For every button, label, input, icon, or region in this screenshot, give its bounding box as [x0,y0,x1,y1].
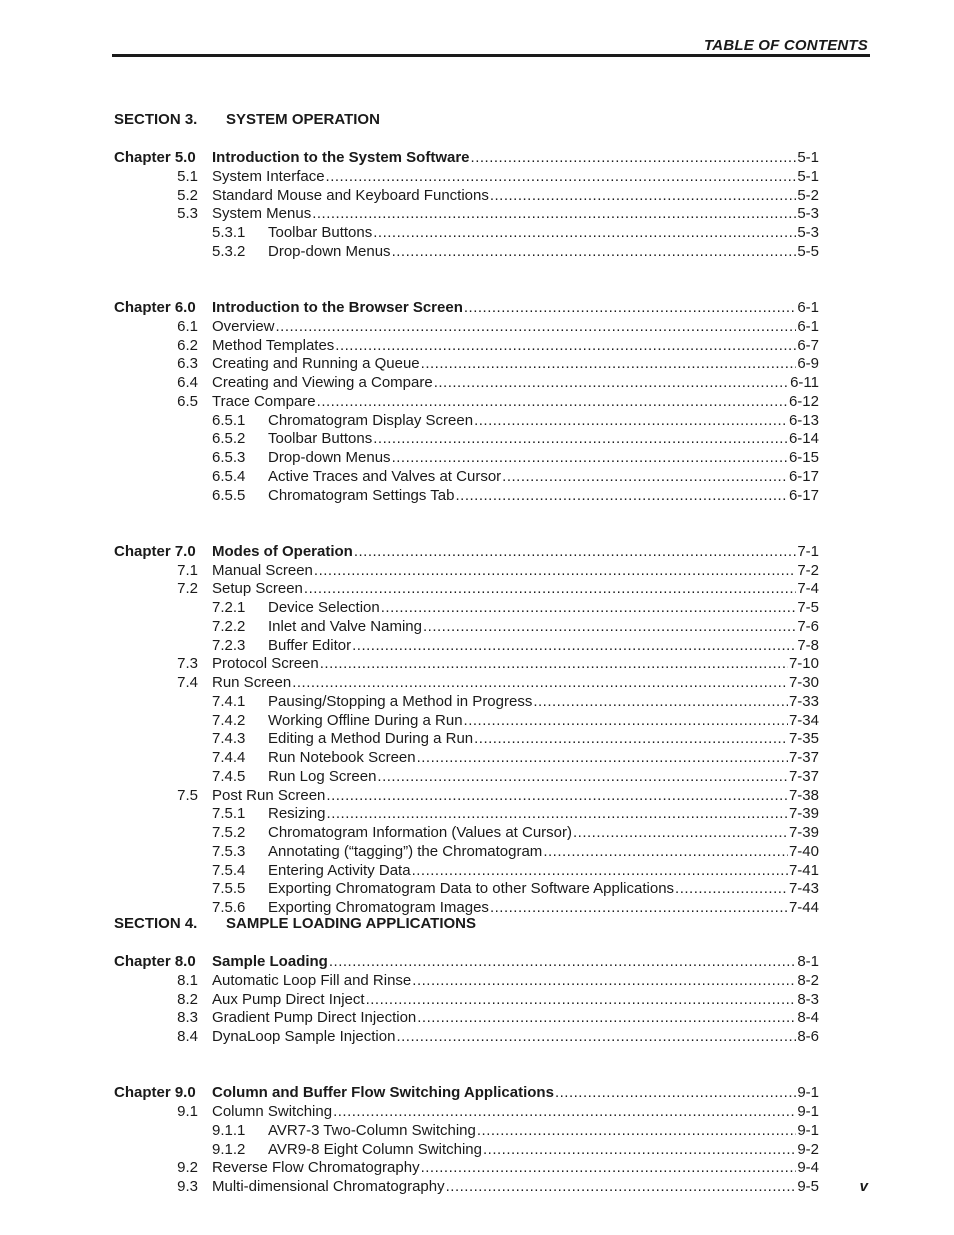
dot-leader [326,786,788,805]
toc-row-entry[interactable] [212,654,819,673]
toc-row-title: Setup Screen [212,580,303,598]
toc-row-title: Creating and Running a Queue [212,355,420,373]
toc-subrow-page: 6-15 [788,449,819,466]
toc-subrow[interactable] [0,242,954,261]
toc-row[interactable] [0,167,954,186]
toc-subrow[interactable] [0,861,954,880]
toc-subrow-number: 5.3.2 [212,242,246,260]
toc-row[interactable] [0,317,954,336]
toc-row-title: Multi-dimensional Chromatography [212,1178,445,1195]
dot-leader [412,861,788,880]
dot-leader [276,317,797,336]
chapter-row-page: 7-1 [797,542,819,560]
toc-row-page: 8-3 [797,990,819,1008]
chapter-row[interactable] [0,952,954,971]
dot-leader [304,579,796,598]
toc-subrow-title: Drop-down Menus [268,449,391,466]
toc-subrow-title: Toolbar Buttons [268,430,373,448]
toc-row-number: 7.1 [177,561,198,579]
toc-subrow-entry[interactable] [268,448,819,467]
dot-leader [533,692,788,711]
toc-subrow-page: 7-37 [788,749,819,766]
toc-row-page: 5-1 [797,167,819,185]
toc-subrow-number: 6.5.4 [212,467,246,485]
toc-subrow-number: 7.5.1 [212,805,246,823]
toc-row[interactable] [0,971,954,990]
dot-leader [373,429,788,448]
toc-row-page: 9-5 [797,1178,819,1195]
toc-row-number: 9.1 [177,1103,198,1120]
toc-subrow-title: Chromatogram Information (Values at Cursor) [268,824,572,841]
toc-row-page: 8-6 [797,1028,819,1045]
toc-subrow-number: 6.5.5 [212,486,246,504]
toc-row-entry[interactable] [212,354,819,373]
dot-leader [312,204,796,223]
toc-subrow-entry[interactable] [268,842,819,861]
toc-subrow-title: Toolbar Buttons [268,224,373,241]
toc-row-entry[interactable] [212,1102,819,1121]
dot-leader [327,804,788,823]
toc-subrow-title: Run Notebook Screen [268,749,416,766]
toc-subrow-page: 6-14 [788,430,819,448]
toc-row[interactable] [0,204,954,223]
chapter-row[interactable] [0,298,954,317]
toc-row-title: Gradient Pump Direct Injection [212,1009,417,1027]
chapter-row-entry[interactable] [212,952,819,971]
toc-subrow-title: Working Offline During a Run [268,711,463,729]
dot-leader [392,242,797,261]
dot-leader [421,354,797,373]
toc-row-entry[interactable] [212,204,819,223]
toc-subrow-title: Chromatogram Settings Tab [268,486,455,504]
toc-row-page: 9-4 [797,1159,819,1177]
dot-leader [417,748,788,767]
toc-subrow[interactable] [0,1140,954,1159]
toc-subrow-title: Chromatogram Display Screen [268,411,474,429]
dot-leader [377,767,788,786]
toc-subrow-number: 7.4.1 [212,692,246,710]
toc-row-number: 6.1 [177,317,198,335]
toc-row-title: System Interface [212,167,325,185]
toc-subrow-title: AVR7-3 Two-Column Switching [268,1121,476,1139]
chapter-row-page: 9-1 [797,1084,819,1102]
toc-subrow[interactable] [0,767,954,786]
toc-subrow-title: Annotating (“tagging”) the Chromatogram [268,842,543,860]
toc-row-title: Protocol Screen [212,655,319,673]
toc-row[interactable] [0,561,954,580]
toc-row[interactable] [0,1177,954,1196]
chapter-row[interactable] [0,542,954,561]
toc-row[interactable] [0,186,954,205]
toc-subrow-title: Editing a Method During a Run [268,730,474,748]
toc-row-number: 7.5 [177,786,198,804]
toc-subrow[interactable] [0,636,954,655]
toc-row-entry[interactable] [212,336,819,355]
toc-subrow-entry[interactable] [268,767,819,786]
chapter-row-entry[interactable] [212,542,819,561]
toc-row-page: 6-11 [790,374,819,391]
dot-leader [366,990,797,1009]
toc-row[interactable] [0,392,954,411]
toc-subrow[interactable] [0,748,954,767]
toc-subrow[interactable] [0,598,954,617]
toc-row-entry[interactable] [212,990,819,1009]
toc-row-entry[interactable] [212,1027,819,1046]
toc-row-page: 5-2 [797,186,819,204]
toc-subrow-page: 7-33 [788,692,819,710]
toc-subrow-title: Active Traces and Valves at Cursor [268,467,502,485]
toc-subrow[interactable] [0,448,954,467]
section-label: SECTION 3. [114,111,198,128]
dot-leader [417,1008,796,1027]
toc-row-number: 5.1 [177,167,198,185]
chapter-row-page: 8-1 [797,953,819,970]
toc-subrow-entry[interactable] [268,242,819,261]
dot-leader [373,223,796,242]
toc-subrow-number: 7.4.5 [212,767,246,785]
toc-subrow-page: 7-40 [788,842,819,860]
dot-leader [675,879,788,898]
section-title: SAMPLE LOADING APPLICATIONS [226,915,477,932]
dot-leader [502,467,788,486]
toc-subrow[interactable] [0,879,954,898]
toc-row[interactable] [0,373,954,392]
toc-subrow-title: Exporting Chromatogram Images [268,899,489,916]
toc-row[interactable] [0,786,954,805]
toc-subrow-number: 5.3.1 [212,224,246,241]
toc-subrow-entry[interactable] [268,879,819,898]
toc-row-page: 6-7 [797,336,819,354]
toc-row-title: Method Templates [212,336,335,354]
toc-subrow-number: 9.1.2 [212,1140,246,1158]
dot-leader [455,486,787,505]
chapter-row-title: Modes of Operation [212,542,353,560]
chapter-row-number: Chapter 6.0 [114,299,196,316]
toc-subrow-number: 6.5.3 [212,449,246,466]
toc-row-page: 6-9 [797,355,819,373]
toc-row-number: 7.3 [177,655,198,673]
dot-leader [392,448,788,467]
toc-row-title: Reverse Flow Chromatography [212,1159,420,1177]
dot-leader [317,392,788,411]
toc-row-title: Column Switching [212,1103,333,1120]
toc-subrow[interactable] [0,842,954,861]
chapter-row-title: Introduction to the Browser Screen [212,299,463,316]
section-heading [114,915,477,932]
toc-row-number: 8.1 [177,971,198,989]
chapter-row-number: Chapter 5.0 [114,149,196,166]
toc-subrow-number: 7.5.5 [212,880,246,898]
toc-subrow-entry[interactable] [268,711,819,730]
toc-subrow-entry[interactable] [268,1121,819,1140]
chapter-row-page: 6-1 [797,299,819,316]
dot-leader [471,148,797,167]
dot-leader [320,654,788,673]
toc-subrow-page: 7-5 [797,599,819,616]
toc-row-title: Automatic Loop Fill and Rinse [212,971,412,989]
toc-row[interactable] [0,1027,954,1046]
toc-row[interactable] [0,1158,954,1177]
toc-row[interactable] [0,990,954,1009]
chapter-row-entry[interactable] [212,1083,819,1102]
toc-subrow-entry[interactable] [268,223,819,242]
dot-leader [354,542,796,561]
dot-leader [474,411,788,430]
toc-row-page: 7-38 [788,786,819,804]
toc-row-number: 5.2 [177,186,198,204]
toc-subrow-page: 6-17 [788,486,819,504]
toc-row-title: System Menus [212,205,312,223]
chapter-row-number: Chapter 8.0 [114,953,196,970]
toc-row-title: Overview [212,317,275,335]
toc-subrow-entry[interactable] [268,617,819,636]
toc-row-entry[interactable] [212,1177,819,1196]
dot-leader [329,952,796,971]
toc-subrow[interactable] [0,467,954,486]
dot-leader [474,729,788,748]
toc-subrow[interactable] [0,729,954,748]
toc-subrow-entry[interactable] [268,467,819,486]
toc-subrow-number: 7.4.4 [212,749,246,766]
toc-row-entry[interactable] [212,1008,819,1027]
dot-leader [543,842,788,861]
chapter-row-title: Sample Loading [212,953,328,970]
toc-row[interactable] [0,1102,954,1121]
toc-row-title: Creating and Viewing a Compare [212,374,433,391]
toc-subrow-entry[interactable] [268,636,819,655]
toc-row-number: 6.5 [177,392,198,410]
dot-leader [446,1177,797,1196]
toc-row-page: 7-10 [788,655,819,673]
toc-row-number: 8.3 [177,1009,198,1027]
chapter-row-page: 5-1 [797,149,819,166]
toc-subrow[interactable] [0,804,954,823]
dot-leader [412,971,796,990]
toc-row-entry[interactable] [212,186,819,205]
chapter-row-title: Column and Buffer Flow Switching Applications [212,1084,554,1102]
toc-subrow[interactable] [0,429,954,448]
toc-subrow-page: 7-6 [797,617,819,635]
toc-row[interactable] [0,654,954,673]
toc-row[interactable] [0,1008,954,1027]
toc-row[interactable] [0,354,954,373]
toc-row-title: Manual Screen [212,561,313,579]
toc-subrow-page: 7-39 [788,824,819,841]
toc-subrow-title: Buffer Editor [268,636,352,654]
toc-subrow-title: Entering Activity Data [268,861,411,879]
toc-subrow-number: 7.5.2 [212,824,246,841]
toc-row-number: 8.2 [177,990,198,1008]
toc-row[interactable] [0,579,954,598]
toc-row-entry[interactable] [212,167,819,186]
toc-subrow[interactable] [0,711,954,730]
toc-row-title: DynaLoop Sample Injection [212,1028,396,1045]
dot-leader [292,673,788,692]
toc-row-entry[interactable] [212,1158,819,1177]
toc-row-entry[interactable] [212,561,819,580]
dot-leader [464,298,796,317]
toc-subrow-page: 7-44 [788,899,819,916]
toc-row-title: Post Run Screen [212,786,326,804]
toc-row-page: 7-2 [797,561,819,579]
toc-subrow-page: 5-3 [797,224,819,241]
toc-row-title: Trace Compare [212,392,316,410]
toc-subrow-number: 7.5.6 [212,899,246,916]
toc-row-page: 8-2 [797,971,819,989]
dot-leader [423,617,796,636]
toc-subrow-page: 7-41 [788,861,819,879]
dot-leader [381,598,797,617]
toc-subrow-page: 7-39 [788,805,819,823]
toc-subrow-title: Device Selection [268,599,380,616]
toc-subrow-entry[interactable] [268,411,819,430]
toc-subrow-entry[interactable] [268,729,819,748]
toc-subrow-number: 7.4.3 [212,730,246,748]
toc-subrow-page: 7-37 [788,767,819,785]
dot-leader [314,561,796,580]
toc-subrow-page: 5-5 [797,242,819,260]
dot-leader [490,898,788,917]
toc-row-number: 7.2 [177,580,198,598]
toc-row-number: 9.3 [177,1178,198,1195]
toc-row-page: 6-12 [788,392,819,410]
toc-subrow-entry[interactable] [268,692,819,711]
toc-row-page: 9-1 [797,1103,819,1120]
dot-leader [352,636,796,655]
chapter-row-number: Chapter 7.0 [114,542,196,560]
toc-subrow-page: 7-43 [788,880,819,898]
toc-subrow-title: AVR9-8 Eight Column Switching [268,1140,482,1158]
chapter-row-entry[interactable] [212,148,819,167]
toc-subrow-page: 7-34 [788,711,819,729]
toc-subrow-page: 6-13 [788,411,819,429]
toc-subrow-number: 7.2.1 [212,599,246,616]
toc-subrow-entry[interactable] [268,823,819,842]
toc-subrow-number: 7.5.4 [212,861,246,879]
section-title: SYSTEM OPERATION [226,111,380,128]
toc-subrow-number: 6.5.1 [212,411,246,429]
toc-row[interactable] [0,673,954,692]
toc-subrow-title: Drop-down Menus [268,242,391,260]
toc-subrow-entry[interactable] [268,486,819,505]
toc-subrow[interactable] [0,692,954,711]
toc-row-title: Run Screen [212,674,292,691]
dot-leader [477,1121,796,1140]
toc-row-number: 6.3 [177,355,198,373]
toc-subrow[interactable] [0,223,954,242]
toc-row-page: 7-30 [788,674,819,691]
toc-subrow[interactable] [0,1121,954,1140]
toc-row-entry[interactable] [212,373,819,392]
toc-row-page: 7-4 [797,580,819,598]
toc-subrow-page: 7-35 [788,730,819,748]
toc-row-number: 7.4 [177,674,198,691]
toc-subrow[interactable] [0,411,954,430]
dot-leader [396,1027,796,1046]
toc-row-title: Standard Mouse and Keyboard Functions [212,186,489,204]
toc-subrow-number: 7.2.3 [212,636,246,654]
toc-subrow-entry[interactable] [268,748,819,767]
chapter-row-entry[interactable] [212,298,819,317]
section-label: SECTION 4. [114,915,198,932]
header-rule [112,54,870,57]
dot-leader [490,186,796,205]
toc-subrow-entry[interactable] [268,804,819,823]
toc-row-entry[interactable] [212,392,819,411]
dot-leader [573,823,788,842]
toc-subrow[interactable] [0,617,954,636]
toc-row-number: 8.4 [177,1028,198,1045]
toc-subrow-number: 7.4.2 [212,711,246,729]
dot-leader [483,1140,796,1159]
dot-leader [555,1083,796,1102]
toc-subrow-entry[interactable] [268,429,819,448]
dot-leader [335,336,796,355]
dot-leader [421,1158,797,1177]
section-heading [114,111,380,128]
toc-row-page: 8-4 [797,1009,819,1027]
toc-row-number: 6.4 [177,374,198,391]
toc-row-entry[interactable] [212,579,819,598]
toc-subrow-title: Inlet and Valve Naming [268,617,422,635]
chapter-row-title: Introduction to the System Software [212,149,470,166]
toc-subrow-page: 6-17 [788,467,819,485]
toc-subrow-page: 9-1 [797,1121,819,1139]
toc-subrow-number: 6.5.2 [212,430,246,448]
toc-row-number: 9.2 [177,1159,198,1177]
toc-subrow-title: Pausing/Stopping a Method in Progress [268,692,533,710]
chapter-row-number: Chapter 9.0 [114,1084,196,1102]
toc-row-title: Aux Pump Direct Inject [212,990,365,1008]
header-title: TABLE OF CONTENTS [704,37,868,54]
chapter-row[interactable] [0,148,954,167]
chapter-row[interactable] [0,1083,954,1102]
toc-subrow-number: 9.1.1 [212,1121,246,1139]
toc-subrow-number: 7.2.2 [212,617,246,635]
toc-subrow[interactable] [0,486,954,505]
toc-subrow-page: 9-2 [797,1140,819,1158]
toc-row-number: 5.3 [177,205,198,223]
toc-subrow-page: 7-8 [797,636,819,654]
toc-subrow-title: Resizing [268,805,326,823]
dot-leader [333,1102,796,1121]
dot-leader [464,711,788,730]
toc-row-entry[interactable] [212,317,819,336]
toc-row-number: 6.2 [177,336,198,354]
toc-subrow-title: Run Log Screen [268,767,377,785]
toc-row[interactable] [0,336,954,355]
toc-subrow-entry[interactable] [268,1140,819,1159]
toc-row-page: 5-3 [797,205,819,223]
toc-row-entry[interactable] [212,971,819,990]
dot-leader [326,167,797,186]
toc-subrow-title: Exporting Chromatogram Data to other Software Applications [268,880,675,898]
dot-leader [434,373,789,392]
toc-row-entry[interactable] [212,673,819,692]
toc-subrow[interactable] [0,823,954,842]
footer-page-number: v [859,1178,868,1195]
toc-subrow-entry[interactable] [268,598,819,617]
toc-subrow-number: 7.5.3 [212,842,246,860]
toc-row-page: 6-1 [797,317,819,335]
toc-subrow-entry[interactable] [268,861,819,880]
toc-row-entry[interactable] [212,786,819,805]
